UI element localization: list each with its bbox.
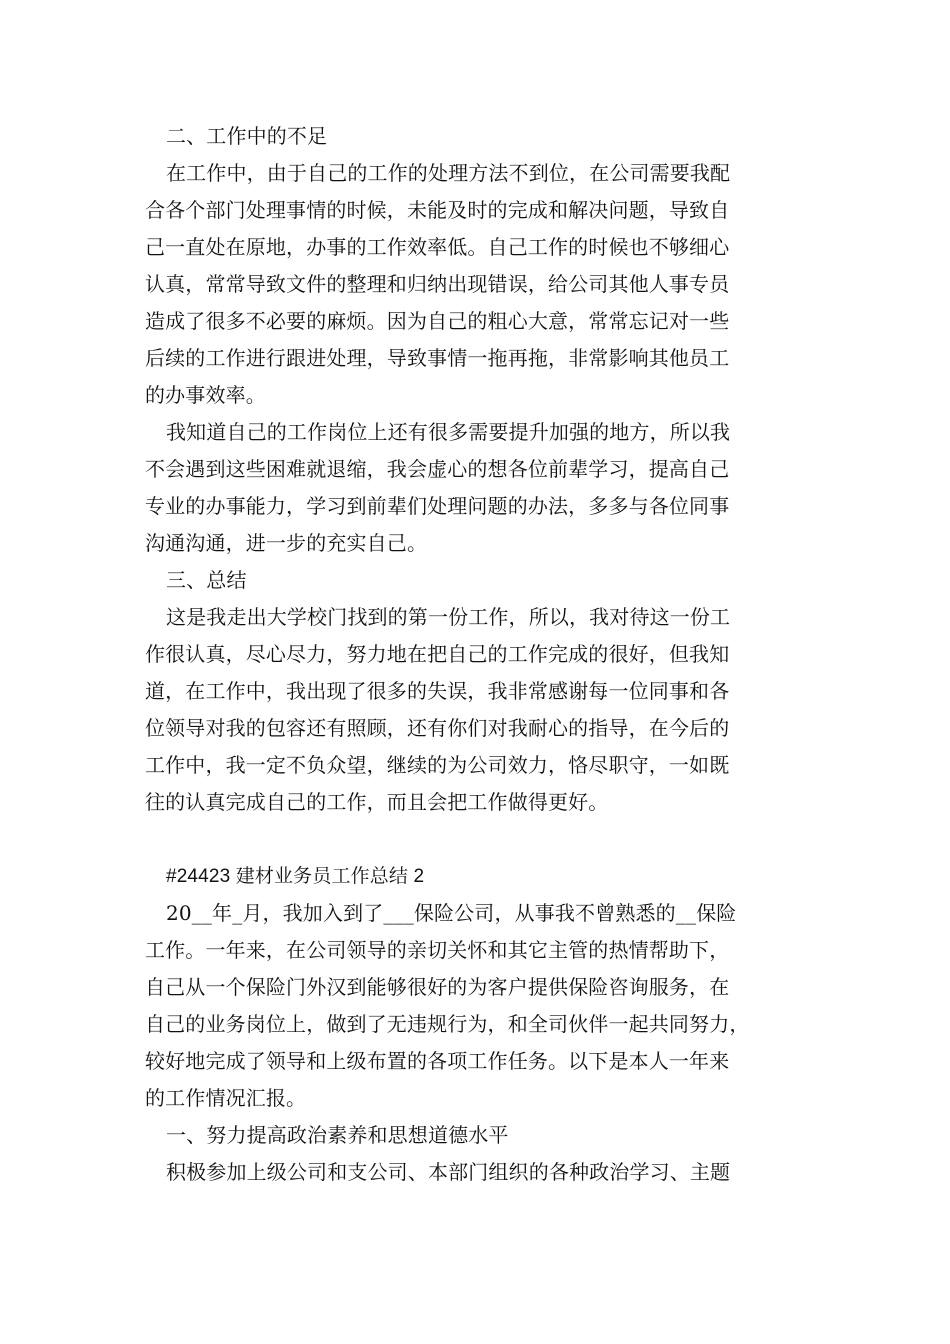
paragraph-line: 专业的办事能力，学习到前辈们处理问题的办法，多多与各位同事 xyxy=(145,494,730,518)
paragraph-line: 不会遇到这些困难就退缩，我会虚心的想各位前辈学习，提高自己 xyxy=(145,457,730,481)
paragraph-line: 我知道自己的工作岗位上还有很多需要提升加强的地方，所以我 xyxy=(166,420,731,444)
paragraph-line: 认真，常常导致文件的整理和归纳出现错误，给公司其他人事专员 xyxy=(145,272,730,296)
paragraph-line: 这是我走出大学校门找到的第一份工作，所以，我对待这一份工 xyxy=(166,605,731,629)
paragraph-line: 作很认真，尽心尽力，努力地在把自己的工作完成的很好，但我知 xyxy=(145,642,730,666)
paragraph-line: 往的认真完成自己的工作，而且会把工作做得更好。 xyxy=(145,790,609,814)
section-heading: 三、总结 xyxy=(166,568,247,592)
paragraph-line: 沟通沟通，进一步的充实自己。 xyxy=(145,531,428,555)
paragraph xyxy=(145,414,810,562)
paragraph-line: 自己从一个保险门外汉到能够很好的为客户提供保险咨询服务，在 xyxy=(145,975,730,999)
paragraph-line: 位领导对我的包容还有照顾，还有你们对我耐心的指导，在今后的 xyxy=(145,716,730,740)
paragraph-line: 较好地完成了领导和上级布置的各项工作任务。以下是本人一年来 xyxy=(145,1049,730,1073)
article-2 xyxy=(145,858,810,1191)
paragraph xyxy=(145,895,810,1117)
paragraph-line: 20__年_月，我加入到了___保险公司，从事我不曾熟悉的__保险 xyxy=(166,901,737,925)
paragraph xyxy=(145,599,810,821)
paragraph-line: 己一直处在原地，办事的工作效率低。自己工作的时候也不够细心 xyxy=(145,235,730,259)
section-summary xyxy=(145,562,810,821)
paragraph-line: 后续的工作进行跟进处理，导致事情一拖再拖，非常影响其他员工 xyxy=(145,346,730,370)
section-heading: 一、努力提高政治素养和思想道德水平 xyxy=(166,1123,509,1147)
paragraph xyxy=(145,155,810,414)
section-heading: 二、工作中的不足 xyxy=(166,124,328,148)
blank-line xyxy=(145,821,810,858)
paragraph-line: 积极参加上级公司和支公司、本部门组织的各种政治学习、主题 xyxy=(166,1160,731,1184)
paragraph-line: 道，在工作中，我出现了很多的失误，我非常感谢每一位同事和各 xyxy=(145,679,730,703)
paragraph-line: 的办事效率。 xyxy=(145,383,266,407)
paragraph-line: 工作中，我一定不负众望，继续的为公司效力，恪尽职守，一如既 xyxy=(145,753,730,777)
paragraph-line: 在工作中，由于自己的工作的处理方法不到位，在公司需要我配 xyxy=(166,161,731,185)
paragraph-line: 造成了很多不必要的麻烦。因为自己的粗心大意，常常忘记对一些 xyxy=(145,309,730,333)
section-shortcomings xyxy=(145,118,810,562)
paragraph-line: 自己的业务岗位上，做到了无违规行为，和全司伙伴一起共同努力， xyxy=(145,1012,750,1036)
paragraph-line: 的工作情况汇报。 xyxy=(145,1086,307,1110)
article-title: #24423 建材业务员工作总结 2 xyxy=(166,866,425,887)
document-body xyxy=(145,118,810,1191)
paragraph-line: 合各个部门处理事情的时候，未能及时的完成和解决问题，导致自 xyxy=(145,198,730,222)
paragraph-line: 工作。一年来，在公司领导的亲切关怀和其它主管的热情帮助下， xyxy=(145,938,730,962)
